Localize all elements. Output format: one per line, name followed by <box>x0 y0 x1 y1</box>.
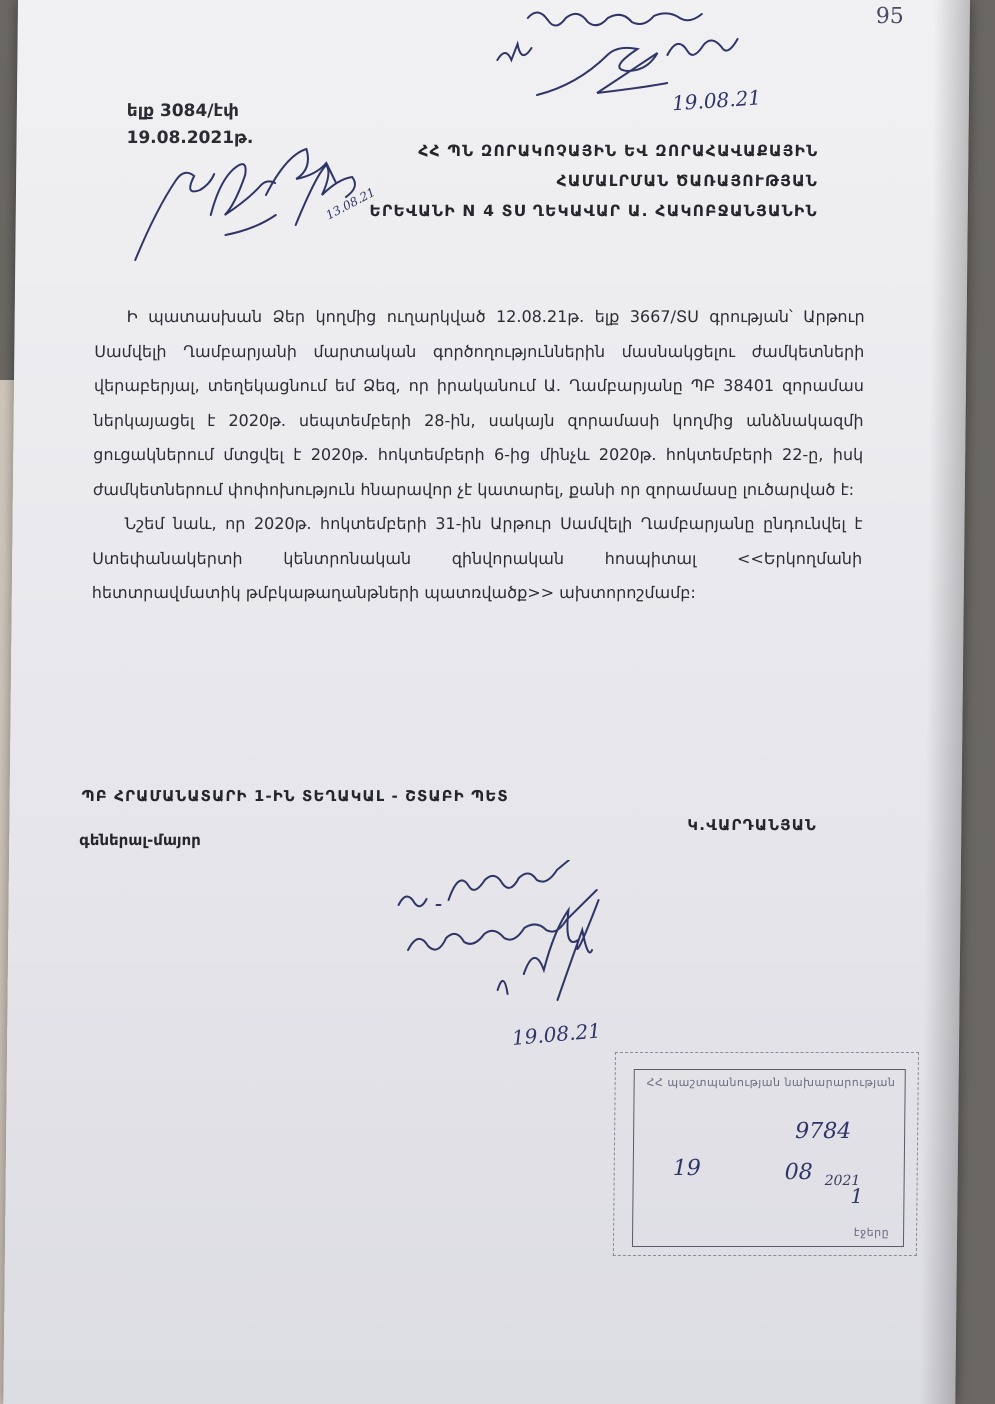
left-handwritten-date: 13.08.21 <box>323 184 378 223</box>
stamp-year: 2021 <box>824 1173 861 1189</box>
stamp-month: 08 <box>784 1160 813 1185</box>
bottom-handwritten-date: 19.08.21 <box>511 1018 602 1051</box>
stamp-number: 9784 <box>795 1119 852 1144</box>
stamp-count: 1 <box>850 1184 864 1208</box>
signatory-name: Կ.ՎԱՐԴԱՆՅԱՆ <box>687 816 818 834</box>
reference-date: 19.08.2021թ. <box>126 128 254 148</box>
top-handwritten-date: 19.08.21 <box>671 85 762 115</box>
stamp-header: ՀՀ պաշտպանության նախարարության <box>646 1076 896 1089</box>
left-resolution-signature <box>115 125 397 270</box>
registration-stamp <box>613 1052 919 1256</box>
top-resolution-signature <box>457 0 818 115</box>
document-page <box>3 0 970 1404</box>
addressee-line-3: ԵՐԵՎԱՆԻ N 4 ՏՍ ՂԵԿԱՎԱՐ Ա. ՀԱԿՈԲՋԱՆՅԱՆԻՆ <box>369 202 818 220</box>
addressee-line-1: ՀՀ ՊՆ ԶՈՐԱԿՈՉԱՅԻՆ ԵՎ ԶՈՐԱՀԱՎԱՔԱՅԻՆ <box>418 142 819 160</box>
signatory-title: ՊԲ ՀՐԱՄԱՆԱՏԱՐԻ 1-ԻՆ ՏԵՂԱԿԱԼ - ՇՏԱԲԻ ՊԵՏ <box>81 787 509 805</box>
addressee-line-2: ՀԱՄԱԼՐՄԱՆ ԾԱՌԱՅՈՒԹՅԱՆ <box>556 172 819 190</box>
stamp-day: 19 <box>672 1156 701 1181</box>
letter-body <box>92 300 865 611</box>
reference-number: ելք 3084/էփ <box>126 101 240 121</box>
bottom-resolution-signature <box>387 860 649 1055</box>
stamp-handwriting <box>614 1053 918 1255</box>
page-number: 95 <box>875 4 904 29</box>
stamp-footer: էջերը <box>853 1226 890 1239</box>
paragraph-1: Ի պատասխան Ձեր կողմից ուղարկված 12.08.21թ. ելք 3667/ՏՍ գրության՝ Արթուր Սամվելի Ղամբարյանի մարտական գործողություններին մասնակցելու ժամկետների վերաբերյալ, տեղեկացնում եմ Ձեզ, որ իրականում Ա. Ղամբարյանը ՊԲ 38401 զորամաս ներկայացել է 2020թ. սեպտեմբերի 28-ին, սակայն զորամասի կողմից անձնակազմի ցուցակներում մտցվել է 2020թ. հոկտեմբերի 6-ից մինչև 2020թ. հոկտեմբերի 22-ը, իսկ ժամկետներում փոփոխություն հնարավոր չէ կատարել, քանի որ զորամասը լուծարված է: <box>92 307 865 499</box>
paragraph-2: Նշեմ նաև, որ 2020թ. հոկտեմբերի 31-ին Արթուր Սամվելի Ղամբարյանը ընդունվել է Ստեփանակերտի կենտրոնական զինվորական հոսպիտալ <<Երկողմանի հետտրավմատիկ թմբկաթաղանթների պատռվածք>> ախտորոշմամբ: <box>91 514 863 602</box>
signatory-rank: գեներալ-մայոր <box>79 831 201 849</box>
addressee-block <box>369 136 818 226</box>
